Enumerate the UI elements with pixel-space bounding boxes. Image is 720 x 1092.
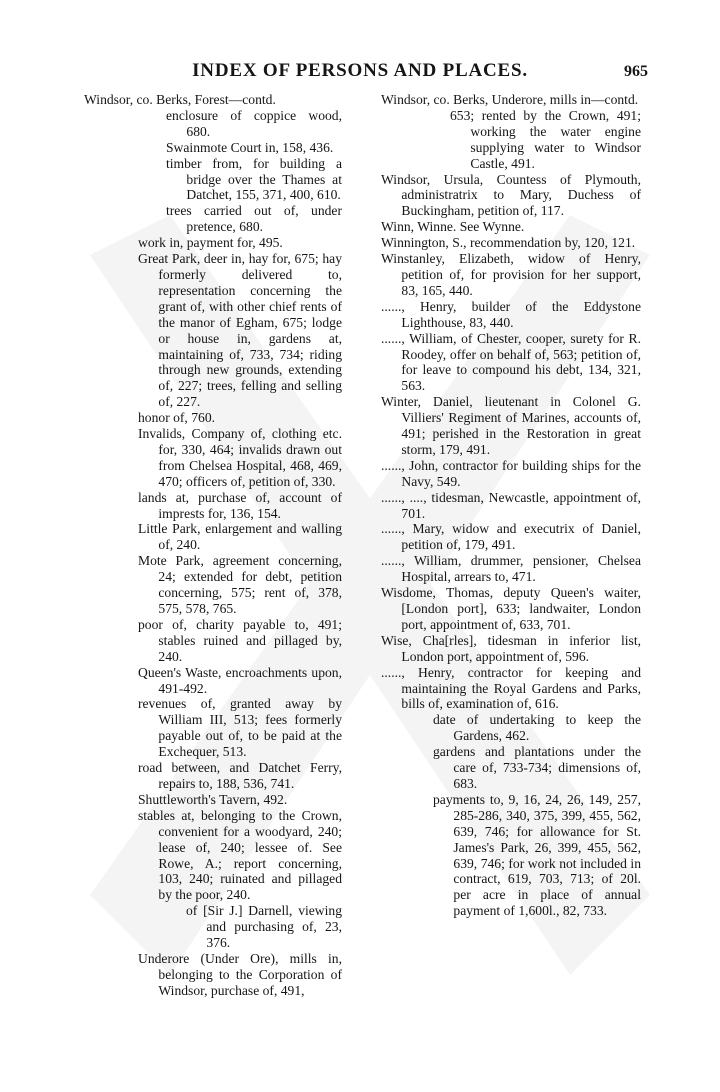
index-entry: trees carried out of, under pretence, 680.: [166, 203, 342, 235]
index-entry: poor of, charity payable to, 491; stables ruined and pillaged by, 240.: [138, 616, 342, 664]
index-entry: revenues of, granted away by William III, 513; fees formerly payable out of, to be paid at the Exchequer, 513.: [138, 696, 342, 760]
index-entry: of [Sir J.] Darnell, viewing and purchasing of, 23, 376.: [186, 903, 342, 951]
index-entry: Wisdome, Thomas, deputy Queen's waiter, [London port], 633; landwaiter, London port, appointment of, 633, 701.: [381, 585, 641, 632]
page-number: 965: [624, 63, 648, 80]
page-header: [0, 60, 720, 90]
index-entry: ......, ...., tidesman, Newcastle, appointment of, 701.: [381, 489, 641, 521]
index-entry: payments to, 9, 16, 24, 26, 149, 257, 285-286, 340, 375, 399, 455, 562, 639, 746; for allowance for St. James's Park, 26, 399, 455, 562, 639, 746; for work not included in contract, 619, 703, 713; of 20l. per acre in place of annual payment of 1,600l., 82, 733.: [433, 791, 641, 919]
index-entry: Invalids, Company of, clothing etc. for, 330, 464; invalids drawn out from Chelsea Hospital, 468, 469, 470; officers of, petition of, 330.: [138, 426, 342, 489]
index-entry: Little Park, enlargement and walling of, 240.: [138, 521, 342, 553]
running-title: INDEX OF PERSONS AND PLACES.: [192, 60, 528, 81]
index-entry: Winstanley, Elizabeth, widow of Henry, petition of, for provision for her support, 83, 165, 440.: [381, 251, 641, 298]
index-entry: Swainmote Court in, 158, 436.: [166, 139, 334, 155]
index-entry: 653; rented by the Crown, 491; working the water engine supplying water to Windsor Castle, 491.: [450, 107, 641, 171]
index-entry: stables at, belonging to the Crown, convenient for a woodyard, 240; lease of, 240; lessee of. See Rowe, A.; report concerning, 103, 240; ruinated and pillaged by the poor, 240.: [138, 807, 342, 903]
left-index-column: [84, 92, 342, 999]
index-entry: ......, John, contractor for building ships for the Navy, 549.: [381, 457, 641, 489]
index-entry: Winn, Winne. See Wynne.: [381, 219, 525, 235]
index-entry: Windsor, co. Berks, Forest—contd.: [84, 92, 276, 107]
index-entry: Windsor, co. Berks, Underore, mills in—contd.: [381, 92, 639, 107]
index-entry: Winnington, S., recommendation by, 120, 121.: [381, 235, 636, 251]
index-entry: gardens and plantations under the care of, 733-734; dimensions of, 683.: [433, 744, 641, 791]
index-entry: Shuttleworth's Tavern, 492.: [138, 791, 288, 807]
index-entry: ......, William, drummer, pensioner, Chelsea Hospital, arrears to, 471.: [381, 553, 641, 585]
index-entry: enclosure of coppice wood, 680.: [166, 107, 342, 139]
index-entry: ......, Henry, contractor for keeping and maintaining the Royal Gardens and Parks, bills of, examination of, 616.: [381, 664, 641, 712]
index-entry: Queen's Waste, encroachments upon, 491-492.: [138, 664, 342, 696]
index-entry: Underore (Under Ore), mills in, belonging to the Corporation of Windsor, purchase of, 491,: [138, 950, 342, 998]
index-entry: Mote Park, agreement concerning, 24; extended for debt, petition concerning, 575; rent of, 378, 575, 578, 765.: [138, 553, 342, 616]
index-entry: ......, Henry, builder of the Eddystone Lighthouse, 83, 440.: [381, 298, 641, 330]
index-entry: road between, and Datchet Ferry, repairs to, 188, 536, 741.: [138, 760, 342, 791]
index-entry: Winter, Daniel, lieutenant in Colonel G. Villiers' Regiment of Marines, accounts of, 491; perished in the Restoration in great storm, 179, 491.: [381, 394, 641, 457]
index-entry: ......, William, of Chester, cooper, surety for R. Roodey, offer on behalf of, 563; petition of, for leave to compound his debt, 134, 321, 563.: [381, 330, 641, 394]
index-entry: honor of, 760.: [138, 410, 216, 426]
index-entry: Wise, Cha[rles], tidesman in inferior list, London port, appointment of, 596.: [381, 632, 641, 664]
index-entry: date of undertaking to keep the Gardens, 462.: [433, 712, 641, 744]
index-entry: Windsor, Ursula, Countess of Plymouth, administratrix to Mary, Duchess of Buckingham, petition of, 117.: [381, 171, 641, 219]
index-entry: Great Park, deer in, hay for, 675; hay formerly delivered to, representation concerning the grant of, with other chief rents of the manor of Egham, 675; lodge or house in, gardens at, maintaining of, 733, 734; riding through new grounds, extending of, 227; trees, felling and selling of, 227.: [138, 251, 342, 410]
index-entry: lands at, purchase of, account of imprests for, 136, 154.: [138, 489, 342, 521]
index-entry: ......, Mary, widow and executrix of Daniel, petition of, 179, 491.: [381, 521, 641, 553]
index-entry: timber from, for building a bridge over the Thames at Datchet, 155, 371, 400, 610.: [166, 155, 342, 203]
index-entry: work in, payment for, 495.: [138, 235, 283, 251]
right-index-column: [381, 92, 641, 919]
